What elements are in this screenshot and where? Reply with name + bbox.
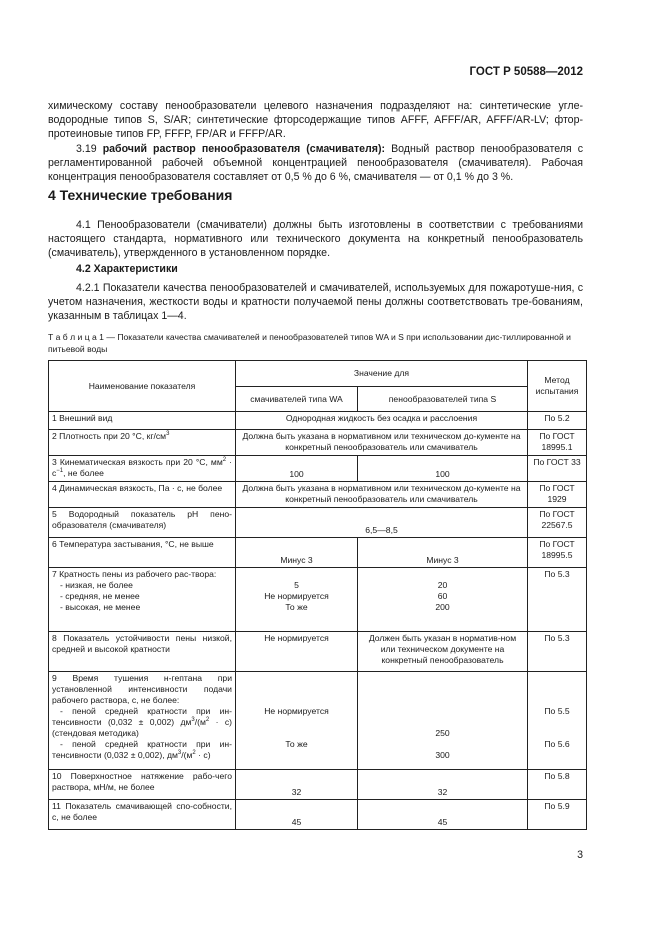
table-row: 8 Показатель устойчивости пены низкой, средней и высокой кратности Не нормируется Должен быть указан в норматив-ном или техническом документе на конкретный пенообразователь По 5.3 (49, 632, 587, 672)
table-row: 6 Температура застывания, °С, не выше Минус 3 Минус 3 По ГОСТ 18995.5 (49, 538, 587, 568)
header-method: Метод испытания (528, 361, 587, 412)
requirements-table (48, 360, 587, 830)
table-row: 5 Водородный показатель pH пено-образователя (смачивателя) 6,5—8,5 По ГОСТ 22567.5 (49, 508, 587, 538)
subsection-title: 4.2 Характеристики (76, 263, 178, 275)
header-value: Значение для (236, 361, 528, 387)
paragraph-3-19 (48, 142, 583, 185)
header-s: пенообразователей типа S (358, 387, 528, 412)
table-row: 1 Внешний вид Однородная жидкость без осадка и расслоения По 5.2 (49, 412, 587, 430)
table-row: 3 Кинематическая вязкость при 20 °С, $мм^2 \cdot с^{-1}$, не более 100 100 По ГОСТ 33 (49, 456, 587, 482)
definition-text: Водный раствор пенообразователя с регламентированной рабочей объемной концентрацией пенообразователя (смачивателя). Рабочая концентрация пенообразователя составляет от 0,5 % до 6 %, смачивателя — от 0,1 % до 3 %. (48, 142, 584, 184)
table-row: 9 Время тушения н-гептана при установленной интенсивности подачи рабочего раствора, с, не более: - пеной средней кратности при ин-тенсивности (0,032 ± 0,002) $дм^3/(м^2 \cdot с)$ (стендовая методика) - пеной средней кратности при ин-тенсивности (0,032 ± 0,002), $дм^3/(м^2 \cdot с)$ Не нормируется То же 250 300 По 5.5 По 5.6 (49, 672, 587, 770)
table-row: 7 Кратность пены из рабочего рас-твора: - низкая, не более - средняя, не менее - высокая, не менее 5 Не нормируется То же 20 60 200 По 5.3 (49, 568, 587, 632)
document-header: ГОСТ Р 50588—2012 (469, 66, 583, 78)
table-row: 11 Показатель смачивающей спо-собности, с, не более 45 45 По 5.9 (49, 800, 587, 830)
intro-text (48, 99, 583, 184)
table-row: 2 Плотность при 20 °С, $кг/см^3$ Должна быть указана в нормативном или техническом до-кументе на конкретный пенообразователь или смачиватель По ГОСТ 18995.1 (49, 430, 587, 456)
page-number: 3 (577, 849, 583, 861)
paragraph-continued: химическому составу пенообразователи целевого назначения подразделяют на: синтетические угле-водородные типов S, S/AR; синтетические фторсодержащие типов AFFF, AFFF/AR, AFFF/AR-LV; фтор-протеиновые типов FP, FFFP, FP/AR и FFFP/AR. (48, 100, 583, 141)
table-row: 4 Динамическая вязкость, Па · с, не более Должна быть указана в нормативном или техническом до-кументе на конкретный пенообразователь или смачиватель По ГОСТ 1929 (49, 482, 587, 508)
clause-number: 3.19 (76, 142, 97, 155)
paragraph-4-2-1: 4.2.1 Показатели качества пенообразователей и смачивателей, используемых для пожаротуше-ния, с учетом назначения, жесткости воды и кратности получаемой пены должны соответствовать тре-бованиям, указанным в таблицах 1—4. (48, 282, 583, 323)
section-title: 4 Технические требования (48, 187, 233, 203)
term-definition: рабочий раствор пенообразователя (смачивателя): (102, 142, 385, 155)
table-row: 10 Поверхностное натяжение рабо-чего раствора, мН/м, не более 32 32 По 5.8 (49, 770, 587, 800)
header-name: Наименование показателя (49, 361, 236, 412)
header-wa: смачивателей типа WA (236, 387, 358, 412)
table-caption: Т а б л и ц а 1 — Показатели качества смачивателей и пенообразователей типов WA и S при использовании дис-тиллированной и питьевой воды (48, 332, 571, 354)
paragraph-4-1: 4.1 Пенообразователи (смачиватели) должны быть изготовлены в соответствии с требованиями настоящего стандарта, нормативного или технического документа на конкретный пенообразователь (смачиватель), утвержденного в установленном порядке. (48, 219, 583, 260)
